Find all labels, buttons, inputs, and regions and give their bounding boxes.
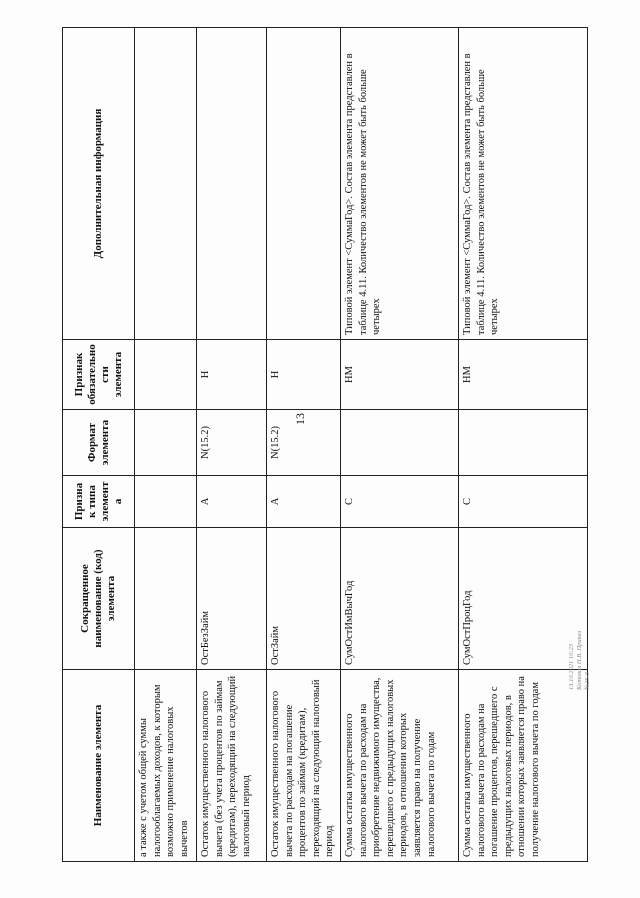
table-row [267,28,341,862]
table-row [459,28,588,862]
stamp-signer: Котовая Н.В. Приказ №25-3 [576,630,591,690]
cell-name: а также с учетом общей суммы налогооблагаемых доходов, к которым возможно применение налоговых вычетов [135,670,197,862]
cell-type [135,476,197,528]
cell-name: Сумма остатка имущественного налогового вычета по расходам на приобретение недвижимого имущества, перешедшего с предыдущих налоговых периодов, в отношении которых заявляется право на получение налогового вычета по годам [341,670,459,862]
cell-format [135,410,197,476]
cell-format: N(15.2) [197,410,267,476]
cell-short: СумОстПроцГод [459,528,588,670]
cell-required: Н [197,340,267,410]
table-row [341,28,459,862]
cell-name: Сумма остатка имущественного налогового вычета по расходам на погашение процентов, перешедшего с предыдущих налоговых периодов, в отношении которых заявляется право на получение налогового вычета по годам [459,670,588,862]
cell-info [267,28,341,340]
cell-required: Н [267,340,341,410]
cell-info [135,28,197,340]
rotated-table-container [62,28,587,862]
table-row [135,28,197,862]
table-row [197,28,267,862]
cell-required [135,340,197,410]
cell-type: А [267,476,341,528]
table-header-row [63,28,135,862]
cell-name: Остаток имущественного налогового вычета (без учета процентов по займам (кредитам), переходящий на следующий налоговый период [197,670,267,862]
cell-type: С [341,476,459,528]
cell-format: N(15.2) [267,410,341,476]
cell-info: Типовой элемент <СуммаГод>. Состав элемента представлен в таблице 4.11. Количество элементов не может быть больше четырех [341,28,459,340]
cell-type: С [459,476,588,528]
header-type: Признак типа элемента [63,476,135,528]
elements-table [62,27,588,862]
cell-format [341,410,459,476]
page-number: 13 [293,413,307,425]
cell-required: НМ [341,340,459,410]
cell-short: ОстБезЗайм [197,528,267,670]
header-name: Наименование элемента [63,670,135,862]
header-required: Признак обязательности элемента [63,340,135,410]
electronic-signature-stamp [568,618,592,690]
cell-short: ОстЗайм [267,528,341,670]
cell-name: Остаток имущественного налогового вычета по расходам на погашение процентов по займам (кредитам), переходящий на следующий налоговый период [267,670,341,862]
header-info: Дополнительная информация [63,28,135,340]
cell-format [459,410,588,476]
cell-required: НМ [459,340,588,410]
cell-type: А [197,476,267,528]
cell-short [135,528,197,670]
cell-short: СумОстИмВычГод [341,528,459,670]
cell-info: Типовой элемент <СуммаГод>. Состав элемента представлен в таблице 4.11. Количество элементов не может быть больше четырех [459,28,588,340]
header-format: Формат элемента [63,410,135,476]
cell-info [197,28,267,340]
stamp-date: 13.10.2021 10:23 [568,643,575,690]
header-short: Сокращенное наименование (код) элемента [63,528,135,670]
